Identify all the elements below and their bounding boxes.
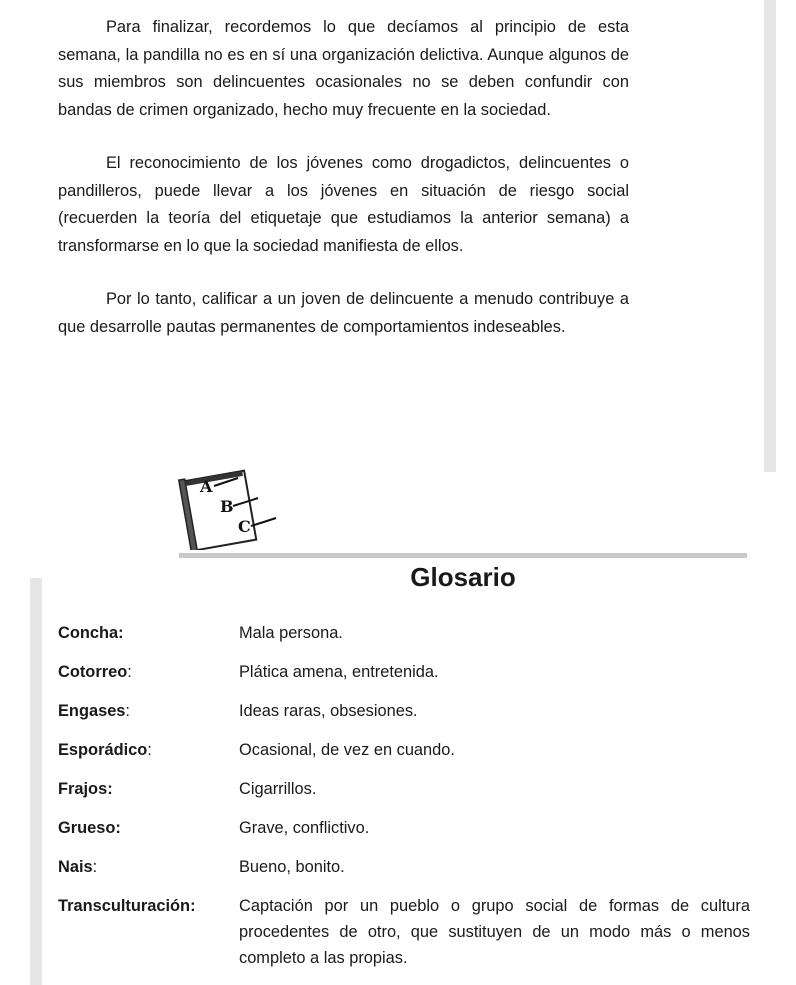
logo-letter-c: C (238, 517, 251, 536)
glossary-title: Glosario (410, 562, 516, 592)
glossary-term: Grueso: (58, 819, 121, 837)
glossary-entry (58, 854, 750, 880)
logo-letter-a: A (200, 477, 213, 496)
glossary-term: Frajos: (58, 780, 113, 798)
glossary-term: Nais: (58, 858, 98, 876)
paragraph: Por lo tanto, calificar a un joven de delincuente a menudo contribuye a que desarrolle pautas permanentes de comportamientos indeseables. (58, 290, 629, 336)
logo-letter-b: B (220, 497, 234, 516)
glossary-term: Cotorreo: (58, 663, 132, 681)
glossary-definition: Ocasional, de vez en cuando. (239, 741, 455, 759)
glossary-definition: Ideas raras, obsesiones. (239, 702, 418, 720)
glossary-term: Transculturación: (58, 897, 196, 915)
glossary-entry (58, 620, 750, 646)
glossary-definition: Mala persona. (239, 624, 343, 642)
glossary-term: Esporádico: (58, 741, 152, 759)
paragraph: Para finalizar, recordemos lo que decíamos al principio de esta semana, la pandilla no es en sí una organización delictiva. Aunque algunos de sus miembros son delincuentes ocasionales no se deben confundir con bandas de crimen organizado, hecho muy frecuente en la sociedad. (58, 18, 629, 119)
margin-bar-left (30, 578, 42, 985)
paragraph: El reconocimiento de los jóvenes como drogadictos, delincuentes o pandilleros, puede llevar a los jóvenes en situación de riesgo social (recuerden la teoría del etiquetaje que estudiamos la anterior semana) a transformarse en lo que la sociedad manifiesta de ellos. (58, 154, 629, 255)
glossary-entry (58, 659, 750, 685)
glossary-entry (58, 698, 750, 724)
section-divider (179, 553, 747, 558)
glossary-definition: Bueno, bonito. (239, 858, 345, 876)
glossary-entry (58, 815, 750, 841)
glossary-definition: Cigarrillos. (239, 780, 317, 798)
glossary-entry (58, 737, 750, 763)
glossary-term: Engases: (58, 702, 130, 720)
glossary-entry (58, 776, 750, 802)
body-text (58, 14, 629, 367)
glossary-definition: Grave, conflictivo. (239, 819, 370, 837)
margin-bar-right (764, 0, 776, 472)
glossary-list (58, 620, 750, 984)
glossary-definition: Plática amena, entretenida. (239, 663, 439, 681)
glossary-entry (58, 893, 750, 971)
glossary-term: Concha: (58, 624, 124, 642)
glossary-definition: Captación por un pueblo o grupo social de formas de cultura procedentes de otro, que sustituyen de un modo más o menos completo a las propias. (239, 897, 750, 967)
abc-notebook-icon (178, 462, 282, 550)
